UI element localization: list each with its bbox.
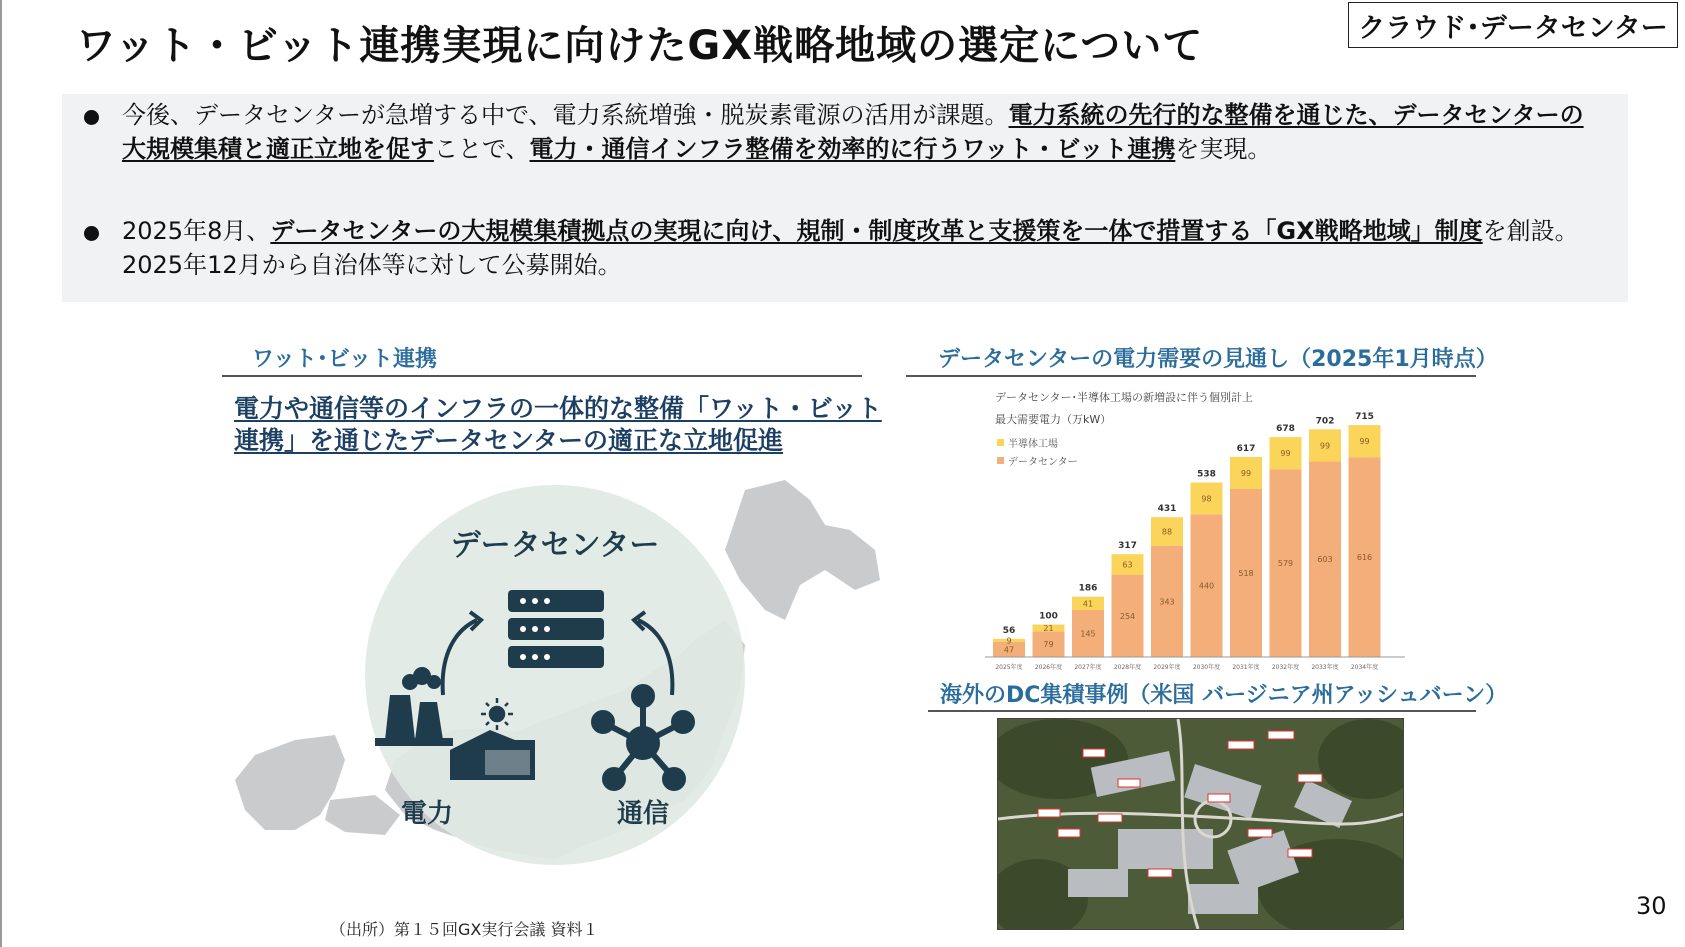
bar-segment-label: 99 (1280, 449, 1291, 459)
datacenter-label: データセンター (450, 528, 660, 563)
bar-segment-label: 47 (1003, 645, 1015, 655)
chart-legend (997, 437, 1078, 468)
bar-total-label: 702 (1315, 416, 1335, 427)
bar-total-label: 715 (1355, 412, 1374, 423)
demand-section-divider (906, 375, 1476, 377)
bar-total-label: 617 (1236, 443, 1256, 454)
chart-y-axis-label: 最大需要電力（万kW） (995, 413, 1112, 426)
bar-segment-label: 145 (1080, 629, 1096, 639)
bar-segment-label: 579 (1277, 559, 1294, 569)
bullet-dot-icon (84, 226, 99, 241)
emphasized-text: 電力・通信インフラ整備を効率的に行うワット・ビット連携 (529, 135, 1176, 163)
plain-text: を創設。2025年12月から自治体等に対して公募開始。 (122, 217, 1579, 279)
bar-segment-label: 99 (1319, 441, 1331, 451)
bar-segment-label: 99 (1359, 437, 1370, 447)
x-tick-label: 2025年度 (995, 664, 1023, 671)
bar-total-label: 431 (1157, 504, 1177, 515)
ashburn-aerial-photo (997, 718, 1404, 930)
bar-total-label: 186 (1078, 583, 1098, 594)
watt-bit-section-title: ワット･ビット連携 (252, 347, 438, 372)
x-tick-label: 2027年度 (1074, 664, 1102, 671)
bar-segment-label: 440 (1198, 581, 1215, 591)
bar-segment-label: 616 (1356, 553, 1373, 563)
bar-segment-label: 88 (1161, 527, 1173, 537)
left-border (0, 0, 2, 947)
bar-segment-label: 518 (1238, 569, 1254, 578)
bar-segment-label: 99 (1240, 468, 1252, 478)
emphasized-text: 電力系統の先行的な整備を通じた、データセンターの大規模集積と適正立地を促す (122, 101, 1584, 163)
lead-line-2: 連携」を通じたデータセンターの適正な立地促進 (234, 426, 784, 455)
slide-title: ワット・ビット連携実現に向けたGX戦略地域の選定について (76, 23, 1204, 69)
chart-title: データセンター･半導体工場の新増設に伴う個別計上 (995, 391, 1254, 404)
watt-bit-illustration (225, 470, 885, 910)
watt-bit-lead-text (234, 393, 882, 457)
bar-segment-label: 41 (1082, 599, 1094, 609)
summary-bullet-2 (72, 214, 1602, 282)
legend-label: データセンター (1008, 457, 1078, 468)
bar-segment-label: 79 (1043, 640, 1054, 650)
bar-total-label: 538 (1197, 469, 1216, 480)
bullet-text (122, 101, 1584, 163)
emphasized-text: データセンターの大規模集積拠点の実現に向け、規制・制度改革と支援策を一体で措置する「GX戦略地域」制度 (270, 217, 1483, 245)
overseas-section-divider (928, 710, 1476, 712)
legend-label: 半導体工場 (1008, 439, 1058, 450)
x-tick-label: 2028年度 (1113, 664, 1142, 671)
bar-segment-label: 9 (1006, 636, 1012, 646)
bullet-text (122, 217, 1579, 279)
x-tick-label: 2034年度 (1350, 664, 1379, 671)
legend-swatch (997, 439, 1004, 446)
page-number: 30 (1636, 892, 1667, 920)
category-tag: クラウド･データセンター (1348, 2, 1678, 48)
bar-segment-label: 98 (1201, 494, 1212, 504)
plain-text: ことで、 (434, 135, 530, 163)
x-tick-label: 2026年度 (1034, 664, 1063, 671)
server-rack-icon (508, 590, 604, 668)
chart-bars (993, 412, 1381, 671)
plain-text: 今後、データセンターが急増する中で、電力系統増強・脱炭素電源の活用が課題。 (122, 101, 1009, 129)
x-tick-label: 2030年度 (1192, 664, 1221, 671)
demand-section-title: データセンターの電力需要の見通し（2025年1月時点） (938, 347, 1498, 372)
plain-text: を実現。 (1175, 135, 1272, 163)
bar-total-label: 100 (1039, 611, 1058, 622)
bar-segment-label: 21 (1043, 623, 1054, 633)
bar-segment-label: 63 (1122, 560, 1133, 570)
aerial-photo-illustration (998, 719, 1403, 929)
summary-box (62, 94, 1628, 302)
bar-segment-label: 254 (1119, 611, 1136, 621)
lead-line-1: 電力や通信等のインフラの一体的な整備「ワット・ビット (234, 394, 882, 423)
bar-total-label: 56 (1002, 625, 1016, 636)
x-tick-label: 2031年度 (1232, 664, 1260, 671)
overseas-section-title: 海外のDC集積事例（米国 バージニア州アッシュバーン） (940, 683, 1508, 708)
bullet-dot-icon (84, 110, 99, 125)
x-tick-label: 2032年度 (1271, 664, 1300, 671)
bar-total-label: 678 (1276, 424, 1295, 435)
summary-bullet-1 (72, 98, 1602, 166)
x-tick-label: 2029年度 (1153, 664, 1181, 671)
bar-segment-label: 603 (1317, 555, 1333, 565)
source-note: （出所）第１５回GX実行会議 資料１ (330, 920, 599, 939)
bar-segment-label: 343 (1159, 597, 1175, 607)
legend-swatch (997, 457, 1004, 464)
plain-text: 2025年8月、 (122, 217, 271, 245)
x-tick-label: 2033年度 (1311, 664, 1339, 671)
power-label: 電力 (400, 799, 454, 829)
watt-bit-section-divider (222, 375, 862, 377)
power-demand-chart (985, 385, 1415, 675)
bar-total-label: 317 (1118, 541, 1137, 552)
communication-label: 通信 (616, 799, 670, 829)
